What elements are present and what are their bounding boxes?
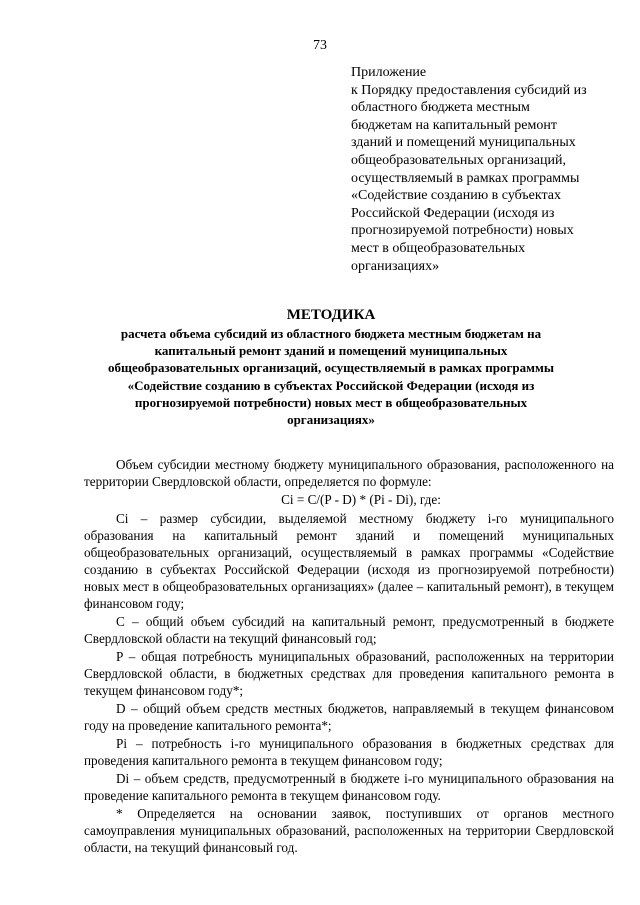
definition-paragraph: Ci – размер субсидии, выделяемой местному бюджету i-го муниципального образования на капитальный ремонт зданий и помещений муниципальных общеобразовательных организаций, осуществляемый в рамках программы «Содействие созданию в субъектах Российской Федерации (исходя из прогнозируемой потребности) новых мест в общеобразовательных организациях» (далее – капитальный ремонт), в текущем финансовом году; (84, 511, 614, 611)
document-heading (66, 306, 596, 428)
subtitle-line: организациях» (287, 412, 375, 428)
subtitle-line: прогнозируемой потребности) новых мест в общеобразовательных (134, 394, 528, 410)
document-body (84, 456, 614, 857)
definition-paragraph: Di – объем средств, предусмотренный в бюджете i-го муниципального образования на проведение капитального ремонта в текущем финансовом году. (84, 771, 614, 803)
appendix-line: Российской Федерации (исходя из (351, 205, 555, 221)
footnote: * Определяется на основании заявок, поступивших от органов местного самоуправления муниципальных образований, расположенных на территории Свердловской области, на текущий финансовый год. (84, 806, 614, 855)
subtitle-line: общеобразовательных организаций, осуществляемый в рамках программы (108, 360, 554, 376)
document-subtitle (66, 325, 596, 428)
definition-paragraph: Pi – потребность i-го муниципального образования в бюджетных средствах для проведения капитального ремонта в текущем финансовом году; (84, 736, 614, 768)
intro-paragraph: Объем субсидии местному бюджету муниципального образования, расположенного на территории Свердловской области, определяется по формуле: (84, 457, 614, 489)
document-title: МЕТОДИКА (286, 307, 376, 323)
appendix-line: к Порядку предоставления субсидий из (351, 82, 587, 98)
formula: Ci = C/(P - D) * (Pi - Di), где: (281, 492, 441, 507)
appendix-line: осуществляемый в рамках программы (351, 170, 580, 186)
appendix-line: зданий и помещений муниципальных (351, 135, 576, 151)
appendix-line: Приложение (351, 65, 427, 80)
appendix-line: организациях» (351, 258, 440, 274)
definition-paragraph: D – общий объем средств местных бюджетов, направляемый в текущем финансовом году на проведение капитального ремонта*; (84, 701, 614, 733)
appendix-line: общеобразовательных организаций, (351, 152, 566, 168)
subtitle-line: «Содействие созданию в субъектах Российской Федерации (исходя из (127, 377, 535, 393)
subtitle-line: расчета объема субсидий из областного бюджета местным бюджетам на (120, 326, 542, 341)
appendix-line: прогнозируемой потребности) новых (351, 223, 574, 239)
definition-paragraph: C – общий объем субсидий на капитальный ремонт, предусмотренный в бюджете Свердловской области на текущий финансовый год; (84, 614, 614, 646)
page-number: 73 (313, 38, 327, 53)
appendix-line: бюджетам на капитальный ремонт (351, 117, 557, 133)
definition-paragraph: P – общая потребность муниципальных образований, расположенных на территории Свердловской области, в бюджетных средствах для проведения капитального ремонта в текущем финансовом году*; (84, 649, 614, 698)
appendix-block (351, 64, 631, 275)
appendix-line: мест в общеобразовательных (351, 240, 526, 256)
appendix-line: областного бюджета местным (351, 100, 530, 116)
subtitle-line: капитальный ремонт зданий и помещений муниципальных (154, 343, 508, 359)
appendix-line: «Содействие созданию в субъектах (351, 188, 561, 204)
